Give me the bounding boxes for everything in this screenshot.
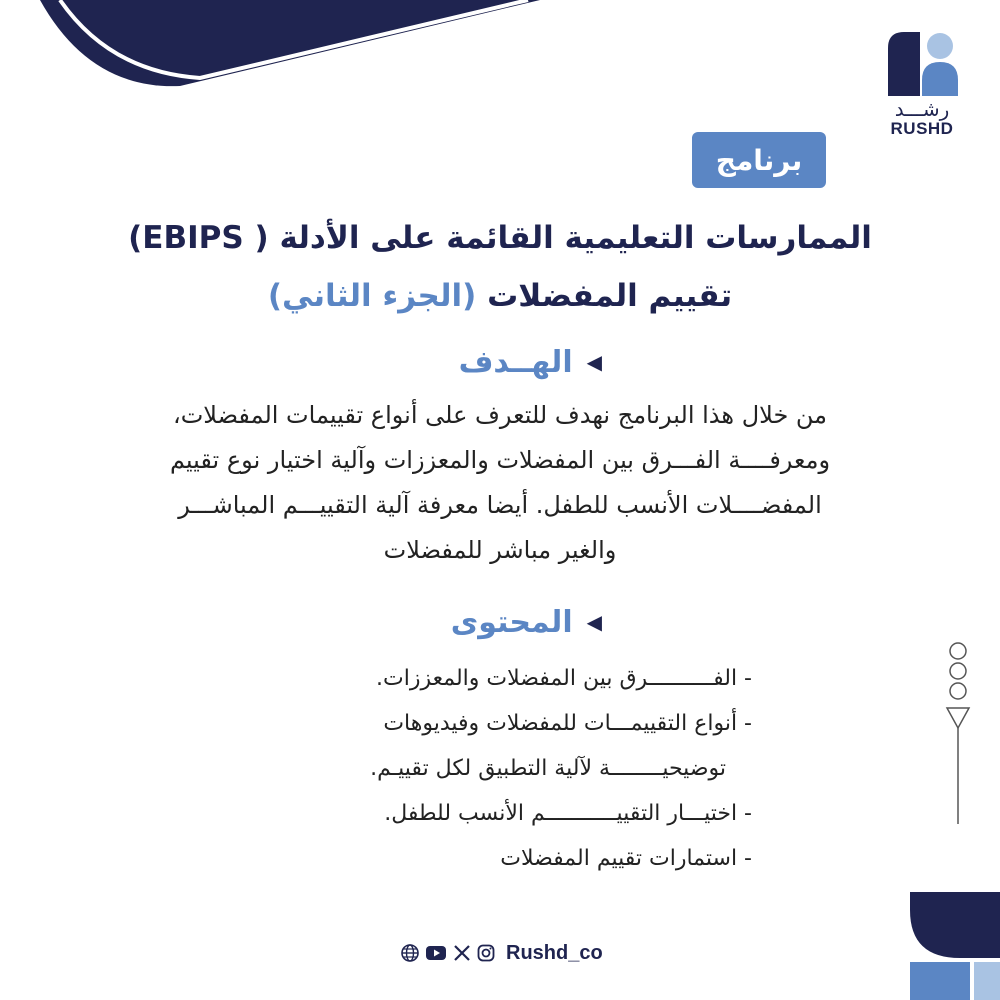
x-icon[interactable] [452, 943, 472, 963]
logo-english-name: RUSHD [890, 119, 954, 138]
list-item: - استمارات تقييم المفضلات [500, 846, 752, 871]
program-title: الممارسات التعليمية القائمة على الأدلة ( EBIPS) [128, 220, 872, 256]
program-subtitle [100, 272, 900, 320]
goal-paragraph [80, 393, 920, 573]
content-heading [451, 600, 602, 644]
goal-heading [459, 340, 602, 384]
top-left-decoration [0, 0, 540, 100]
pointer-triangle-icon: ◀ [586, 350, 602, 374]
logo-arabic-name: رشـــد [894, 97, 950, 121]
youtube-icon[interactable] [424, 943, 448, 963]
logo-mark [884, 30, 960, 96]
goal-line: المفضــــلات الأنسب للطفل. أيضا معرفة آلية التقييـــم المباشـــر [178, 491, 822, 519]
list-item: - اختيـــار التقييـــــــــــم الأنسب للطفل. [384, 801, 752, 826]
social-handle[interactable]: Rushd_co [506, 941, 603, 964]
goal-line: ومعرفــــة الفـــرق بين المفضلات والمعززات وآلية اختيار نوع تقييم [169, 446, 831, 474]
content-list [232, 656, 752, 881]
bottom-right-decoration [910, 892, 1000, 1000]
social-footer [400, 938, 620, 968]
globe-icon[interactable] [400, 943, 420, 963]
subtitle-part: (الجزء الثاني) [267, 278, 477, 314]
goal-line: والغير مباشر للمفضلات [383, 536, 617, 564]
program-badge: برنامج [692, 132, 826, 188]
goal-heading-label: الهــدف [458, 344, 573, 380]
subtitle-main: تقييم المفضلات [487, 278, 733, 314]
pointer-triangle-icon: ◀ [586, 610, 602, 634]
goal-line: من خلال هذا البرنامج نهدف للتعرف على أنواع تقييمات المفضلات، [172, 401, 828, 429]
content-heading-label: المحتوى [450, 604, 573, 640]
rushd-logo [882, 30, 962, 138]
list-item: - الفــــــــــرق بين المفضلات والمعززات. [376, 666, 752, 691]
instagram-icon[interactable] [476, 943, 496, 963]
list-item: توضيحيــــــــة لآلية التطبيق لكل تقييـم. [370, 756, 726, 781]
side-decoration [940, 640, 976, 830]
list-item: - أنواع التقييمـــات للمفضلات وفيديوهات [383, 711, 752, 736]
